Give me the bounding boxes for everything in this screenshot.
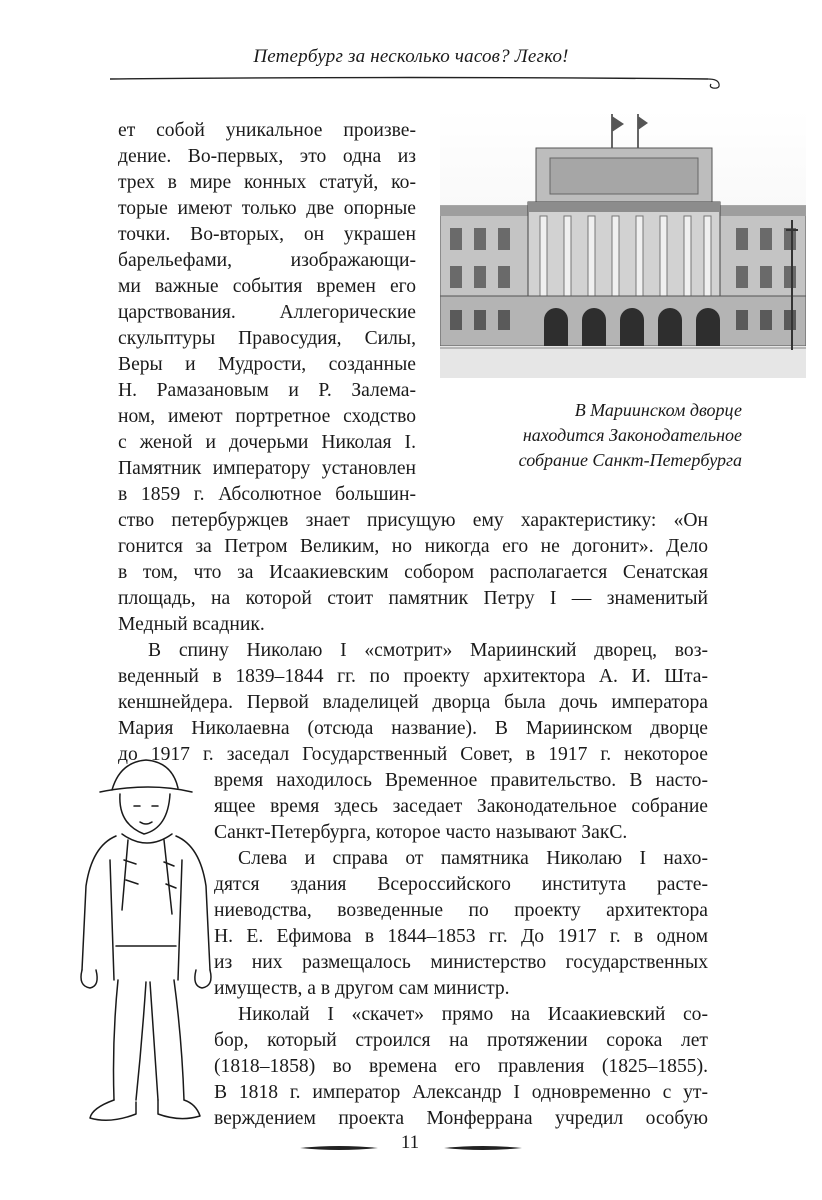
text-line: Н. Рамазановым и Р. Залема-: [118, 380, 416, 401]
caption-line: находится Законодательное: [522, 425, 742, 445]
text-line: В 1818 г. император Александр I одновременно с ут-: [214, 1082, 708, 1103]
institute-paragraph: [214, 846, 708, 1002]
text-line: трех в мире конных статуй, ко-: [118, 172, 416, 193]
text-line: (1818–1858) во времена его правления (1825–1855).: [214, 1056, 708, 1077]
text-line: дение. Во-первых, это одна из: [118, 146, 416, 167]
photo-caption: [440, 398, 742, 473]
text-line: ном, имеют портретное сходство: [118, 406, 416, 427]
text-line: имуществ, а в другом сам министр.: [214, 978, 510, 999]
text-line: ниеводства, возведенные по проекту архитектора: [214, 900, 708, 921]
text-line: веденный в 1839–1844 гг. по проекту архитектора А. И. Шта-: [118, 666, 708, 687]
text-line: скульптуры Правосудия, Силы,: [118, 328, 416, 349]
text-line: Медный всадник.: [118, 614, 265, 635]
text-line: с женой и дочерьми Николая I.: [118, 432, 416, 453]
text-line: Николай I «скачет» прямо на Исаакиевский со-: [238, 1004, 708, 1025]
caption-line: В Мариинском дворце: [574, 400, 742, 420]
text-line: Памятник императору установлен: [118, 458, 416, 479]
text-line: время находилось Временное правительство. В насто-: [214, 770, 708, 791]
mariinsky-palace-photo: [440, 110, 806, 378]
text-line: царствования. Аллегорические: [118, 302, 416, 323]
text-line: из них размещалось министерство государственных: [214, 952, 708, 973]
man-sketch-illustration: [72, 750, 222, 1130]
text-line: ство петербуржцев знает присущую ему характеристику: «Он: [118, 510, 708, 531]
text-line: верждением проекта Монферрана учредил особую: [214, 1108, 708, 1129]
text-line: торые имеют только две опорные: [118, 198, 416, 219]
text-line: гонится за Петром Великим, но никогда его не догонит». Дело: [118, 536, 708, 557]
text-line: ет собой уникальное произве-: [118, 120, 416, 141]
text-line: Слева и справа от памятника Николаю I нахо-: [238, 848, 708, 869]
mariinsky-paragraph: [118, 638, 708, 768]
page-number: 11: [400, 1132, 420, 1153]
mariinsky-paragraph-continued: [214, 768, 708, 846]
header-rule: [110, 70, 725, 90]
intro-paragraph-continued: [118, 508, 708, 638]
text-line: Веры и Мудрости, созданные: [118, 354, 416, 375]
text-line: до 1917 г. заседал Государственный Совет, в 1917 г. некоторое: [118, 744, 708, 765]
text-line: в 1859 г. Абсолютное большин-: [118, 484, 416, 505]
caption-line: собрание Санкт-Петербурга: [518, 450, 742, 470]
text-line: кеншнейдера. Первой владелицей дворца была дочь императора: [118, 692, 708, 713]
text-line: Санкт-Петербурга, которое часто называют ЗакС.: [214, 822, 628, 843]
text-line: точки. Во-вторых, он украшен: [118, 224, 416, 245]
intro-paragraph: [118, 118, 416, 508]
text-line: бор, который строился на протяжении сорока лет: [214, 1030, 708, 1051]
isaac-paragraph: [214, 1002, 708, 1132]
text-line: ми важные события времен его: [118, 276, 416, 297]
text-line: площадь, на которой стоит памятник Петру I — знаменитый: [118, 588, 708, 609]
text-line: ящее время здесь заседает Законодательное собрание: [214, 796, 708, 817]
text-line: Мария Николаевна (отсюда название). В Мариинском дворце: [118, 718, 708, 739]
text-line: В спину Николаю I «смотрит» Мариинский дворец, воз-: [148, 640, 708, 661]
text-line: Н. Е. Ефимова в 1844–1853 гг. До 1917 г. в одном: [214, 926, 708, 947]
text-line: в том, что за Исаакиевским собором располагается Сенатская: [118, 562, 708, 583]
text-line: барельефами, изображающи-: [118, 250, 416, 271]
footer-rule-left: [300, 1144, 378, 1152]
text-line: дятся здания Всероссийского института расте-: [214, 874, 708, 895]
running-head: Петербург за несколько часов? Легко!: [253, 46, 569, 67]
footer-rule-right: [444, 1144, 522, 1152]
